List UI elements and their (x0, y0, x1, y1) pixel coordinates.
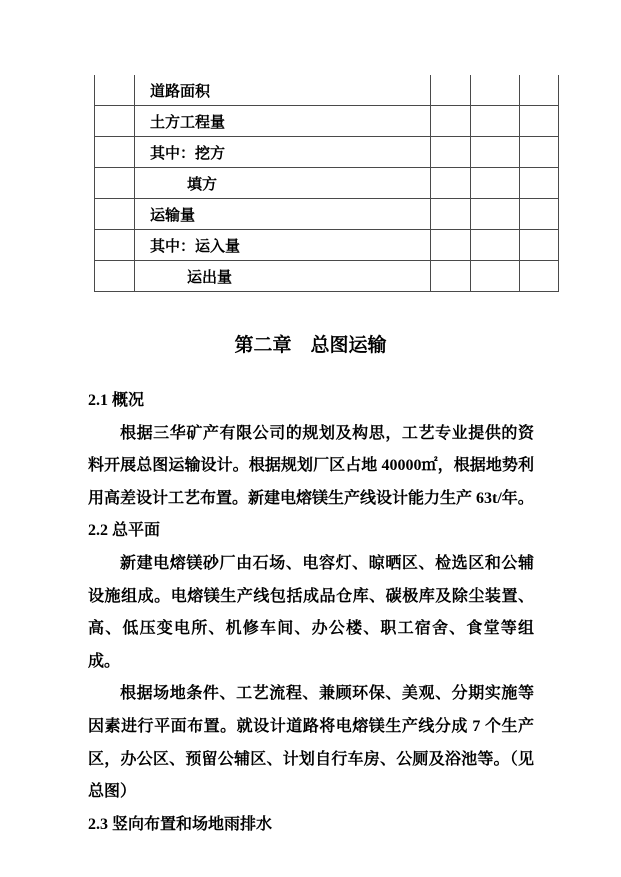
section-paragraph: 根据三华矿产有限公司的规划及构思，工艺专业提供的资料开展总图运输设计。根据规划厂区占地 40000㎡，根据地势利用高差设计工艺布置。新建电熔镁生产线设计能力生产 63t/年。 (88, 424, 534, 507)
section-2-3 (88, 809, 534, 842)
table-cell-label: 填方 (135, 168, 431, 199)
table-row (95, 261, 559, 292)
table-cell-value (520, 137, 559, 168)
table-cell-empty (95, 230, 135, 261)
table-cell-label: 其中：运入量 (135, 230, 431, 261)
section-2-1 (88, 385, 534, 515)
table-cell-value (471, 230, 520, 261)
section-paragraph: 新建电熔镁砂厂由石场、电容灯、晾晒区、检选区和公辅设施组成。电熔镁生产线包括成品仓库、碳极库及除尘装置、高、低压变电所、机修车间、办公楼、职工宿舍、食堂等组成。 (88, 554, 534, 670)
section-heading: 2.1 概况 (88, 392, 145, 409)
quantities-table (94, 75, 559, 292)
table-cell-label: 道路面积 (135, 75, 431, 106)
table-cell-label: 其中：挖方 (135, 137, 431, 168)
table-row (95, 106, 559, 137)
table-cell-value (471, 137, 520, 168)
table-cell-value (431, 261, 471, 292)
table-cell-label: 运输量 (135, 199, 431, 230)
table-cell-empty (95, 137, 135, 168)
table-cell-value (431, 199, 471, 230)
table-cell-value (431, 230, 471, 261)
table-row (95, 230, 559, 261)
table-cell-value (431, 106, 471, 137)
chapter-title: 第二章 总图运输 (234, 335, 387, 356)
table-cell-value (520, 261, 559, 292)
section-2-2 (88, 515, 534, 808)
table-cell-value (520, 168, 559, 199)
table-cell-value (520, 199, 559, 230)
table-cell-label: 运出量 (135, 261, 431, 292)
table-row (95, 75, 559, 106)
table-cell-value (520, 75, 559, 106)
section-heading: 2.3 竖向布置和场地雨排水 (88, 815, 273, 833)
table-cell-empty (95, 168, 135, 199)
table-cell-value (471, 106, 520, 137)
table-row (95, 137, 559, 168)
table-cell-value (471, 261, 520, 292)
document-body (88, 385, 534, 841)
section-heading: 2.2 总平面 (88, 522, 161, 540)
table-cell-empty (95, 261, 135, 292)
table-cell-value (471, 168, 520, 199)
table-cell-value (431, 168, 471, 199)
table-cell-empty (95, 106, 135, 137)
table-cell-value (520, 230, 559, 261)
table-cell-value (431, 137, 471, 168)
table-cell-value (471, 199, 520, 230)
table-cell-empty (95, 75, 135, 106)
table-cell-label: 土方工程量 (135, 106, 431, 137)
table-row (95, 199, 559, 230)
section-paragraph: 根据场地条件、工艺流程、兼顾环保、美观、分期实施等因素进行平面布置。就设计道路将电熔镁生产线分成 7 个生产区，办公区、预留公辅区、计划自行车房、公厕及浴池等。（见总图） (88, 685, 534, 801)
table-cell-empty (95, 199, 135, 230)
table-cell-value (520, 106, 559, 137)
table-cell-value (471, 75, 520, 106)
table-cell-value (431, 75, 471, 106)
table-row (95, 168, 559, 199)
